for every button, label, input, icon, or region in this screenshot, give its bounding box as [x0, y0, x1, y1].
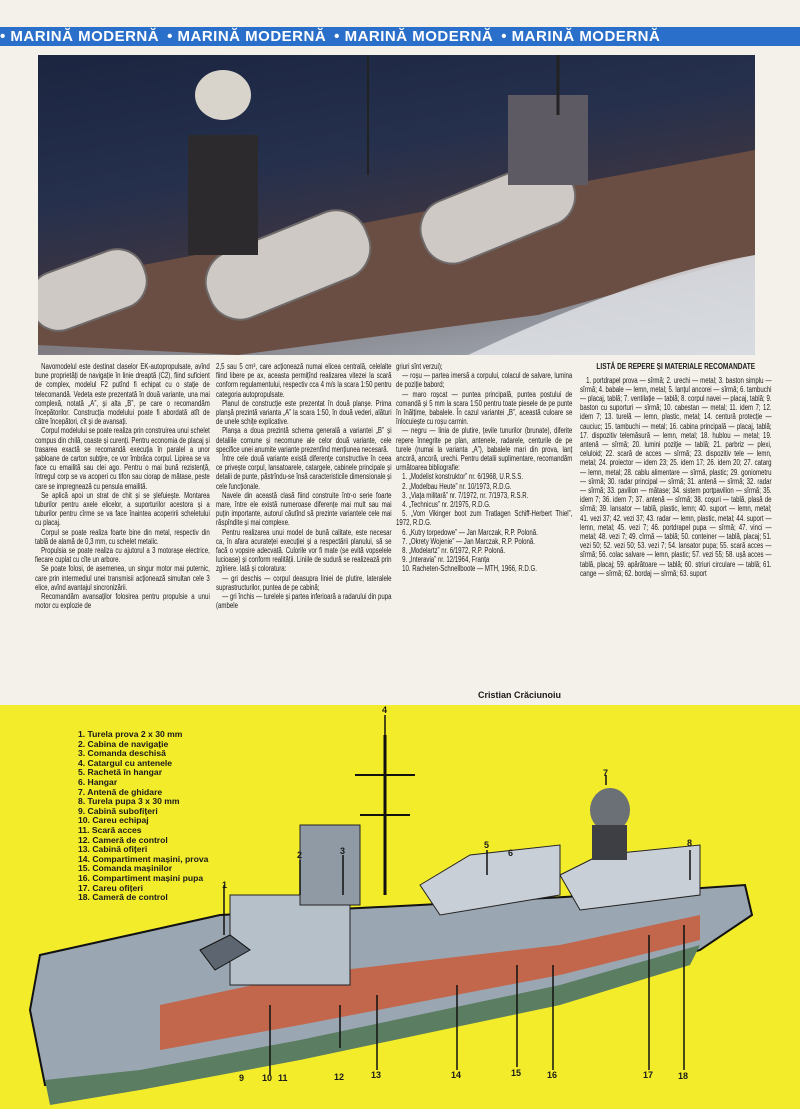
callout-14: 14 [451, 1070, 462, 1080]
banner-text: • MARINĂ MODERNĂ [0, 28, 160, 45]
legend-item: 9. Cabină subofițeri [78, 805, 158, 816]
callout-11: 11 [278, 1073, 288, 1083]
parts-list-title: LISTĂ DE REPERE ȘI MATERIALE RECOMANDATE [596, 361, 756, 371]
article-column-1 [35, 362, 210, 610]
paragraph: Navomodelul este destinat claselor EK-autopropulsate, avînd bune proprietăți de navigație în linie dreaptă (C2), fiind suficient de complex, modelul F2 putînd fi echipat cu o stație de telecomandă. Vedeta este prezentată în două variante, una mai complexă, notată „A”, și alta „B”, pe care o recomandăm începătorilor. Construcția modelului poate fi abordată atît de către începători, cît și de avansați. [35, 362, 210, 427]
paragraph: Se aplică apoi un strat de chit și se șlefuiește. Montarea tuburilor pentru axele elicelor, a suporturilor acestora și a tuburilor pentru cîrme se va face înaintea acoperirii scheletului cu placaj. [35, 490, 210, 528]
paragraph: — negru — linia de plutire, țevile tunurilor (brunate), diferite repere înnegrite pe plan, antenele, radarele, centurile de pe turele (numai la varianta „A”), babalele mari din prova, lanț ancoră, ancoră, urechi. Pentru detalii suplimentare, recomandăm următoarea bibliografie: [396, 426, 573, 473]
callout-9: 9 [239, 1073, 245, 1083]
callout-8: 8 [687, 838, 693, 848]
paragraph: Corpul modelului se poate realiza prin construirea unui schelet compus din chilă, coaste și curenți. Pentru economia de placaj și trasarea exactă se recomandă execuția în paralel a unor șabloane de carton subțire, ce vor îmbrăca corpul. Lipirea se va face cu emailită sau clei ago. Pentru o mai bună rezistență, întregul corp se va acoperi cu tifon sau ciorap de mătase, peste care se impregnează cu pensula emailită. [35, 426, 210, 491]
callout-12: 12 [334, 1072, 345, 1082]
callout-17: 17 [643, 1070, 654, 1080]
author-name: Cristian Crăciunoiu [478, 690, 562, 700]
callout-6: 6 [508, 848, 514, 858]
callout-15: 15 [511, 1068, 522, 1078]
bibliography-item: 3. „Viața militară” nr. 7/1972, nr. 7/1973, R.S.R. [402, 490, 529, 500]
paragraph: Corpul se poate realiza foarte bine din metal, respectiv din tablă de alamă de 0,3 mm, cu schelet metalic. [35, 527, 210, 546]
photo-illustration [38, 55, 755, 355]
callout-3: 3 [340, 846, 346, 856]
paragraph: Navele din această clasă fiind construite într-o serie foarte mare, între ele există numeroase diferențe mai mult sau mai puțin importante, autorul căutînd să prezinte variantele cele mai răspîndite și mai complexe. [216, 490, 392, 528]
callout-13: 13 [371, 1070, 382, 1080]
bibliography-item: 5. „Vom Vikinger boot zum Tratlagen Schiff-Herbert Thiel”, 1972, R.D.G. [396, 509, 573, 528]
paragraph: — maro roșcat — puntea principală, puntea postului de comandă și 5 mm la scara 1:50 pentru toate piesele de pe punte în înălțime, babalele. În cazul variantei „B”, această culoare se înlocuiește cu roșu carmin. [396, 389, 573, 427]
callout-10: 10 [262, 1073, 273, 1083]
legend-item: 6. Hangar [78, 776, 118, 787]
paragraph: Între cele două variante există diferențe constructive în ceea ce privește corpul, lansatoarele, catargele, cabinele principale și detalii de punte, păstrîndu-se însă caracteristicile dimensionale și cele funcționale. [216, 454, 392, 491]
paragraph: griuri sînt verzui); [396, 362, 443, 371]
legend-item: 16. Compartiment mașini pupa [78, 872, 204, 883]
bibliography-item: 7. „Okrety Wojenie” — Jan Marczak, R.P. Polonă. [402, 536, 535, 546]
paragraph: Recomandăm avansaților folosirea pentru propulsie a unui motor cu explozie de [35, 592, 210, 611]
bibliography-item: 9. „Interavia” nr. 12/1964, Franța [402, 555, 490, 565]
legend-item: 5. Rachetă în hangar [78, 767, 163, 778]
callout-7: 7 [603, 768, 609, 778]
bibliography-item: 1. „Modelist konstruktor” nr. 6/1968, U.R.S.S. [402, 472, 524, 482]
legend-item: 1. Turela prova 2 x 30 mm [78, 729, 183, 739]
legend-item: 8. Turela pupa 3 x 30 mm [78, 796, 180, 807]
section-banner [0, 27, 800, 46]
paragraph: Propulsia se poate realiza cu ajutorul a 3 motorașe electrice, fiecare cuplat cu cîte un arbore. [35, 546, 210, 565]
legend-item: 7. Antenă de ghidare [78, 786, 163, 797]
legend-item: 11. Scară acces [78, 824, 142, 835]
bibliography-item: 6. „Kutry torpedowe” — Jan Marczak, R.P. Polonă. [402, 527, 538, 537]
legend-item: 4. Catargul cu antenele [78, 757, 173, 768]
legend-item: 14. Compartiment mașini, prova [78, 853, 209, 864]
paragraph: 2,5 sau 5 cm³, care acționează numai elicea centrală, celelalte fiind libere pe ax, aceasta permițînd realizarea vitezei la scară conform regulamentului, respectiv cca 4 m/s la scara 1:50 pentru categoria autopropulsate. [216, 362, 392, 399]
diagram-legend [78, 730, 208, 903]
legend-item: 13. Cabină ofițeri [78, 844, 148, 855]
callout-1: 1 [222, 880, 228, 890]
legend-item: 12. Cameră de control [78, 834, 168, 845]
bibliography-item: 4. „Technicus” nr. 2/1975, R.D.G. [402, 500, 491, 510]
parts-list-text: 1. portdrapel prova — sîrmă; 2. urechi — metal; 3. baston simplu — sîrmă; 4. babale — lemn, metal; 5. lanțul ancorei — sîrmă; 6. tambuchi — placaj, tablă; 7. ventilație — tablă; 8. corpul navei — placaj, tablă; 9. baston cu suporturi — sîrmă; 10. cabestan — metal; 11. idem 7; 12. idem 7; 13. turelă — lemn, plastic, metal; 14. centură protecție — cauciuc; 15. tambuchi — metal; 16. cabina principală — placaj, tablă; 17. dispozitiv telemăsură — lemn, metal; 18. hublou — metal; 19. antenă — sîrmă; 20. lumini poziție — tablă; 21. parbriz — plexi, celuloid; 22. scară de acces — sîrmă; 23. dispozitiv tele — lemn, metal; 24. proiector — idem 23; 25. idem 17; 26. idem 20; 27. catarg — lemn, metal; 28. cablu alimentare — sîrmă, plastic; 29. goniometru — sîrmă; 30. radar principal — sîrmă; 31. antenă — sîrmă; 32. radar — sîrmă; 33. pavilion — mătase; 34. sistem portpavilion — sîrmă; 35. idem 7; 36. idem 7; 37. antenă — sîrmă; 38. coșuri — tablă, plasă de sîrmă; 39. lansator — tablă, plastic, lemn; 40. suport — lemn, metal; 41. vezi 37; 42. vezi 37; 43. radar — lemn, plastic, metal; 44. suport — lemn, metal; 45. vezi 7; 46. portdrapel pupa — sîrmă; 47. vinci — metal; 48. vezi 7; 49. cîrmă — tablă; 50. conteiner — tablă, placaj; 51. vezi 50; 52. vezi 50; 53. vezi 7; 54. lansator pupa; 55. scară acces — sîrmă; 56. colac salvare — lemn, plastic; 57. vezi 55; 58. ușă acces — tablă, placaj; 59. apărătoare — tablă; 60. striuri circulare — tablă; 61. cange — sîrmă; 62. bordaj — sîrmă; 63. suport [580, 375, 772, 578]
legend-item: 10. Careu echipaj [78, 815, 149, 826]
parts-list [580, 362, 772, 578]
legend-item: 3. Comanda deschisă [78, 748, 166, 759]
banner-text: • MARINĂ MODERNĂ [334, 28, 494, 45]
callout-5: 5 [484, 840, 490, 850]
bibliography-item: 2. „Modelbau Heute” nr. 10/1973, R.D.G. [402, 481, 512, 491]
bibliography-item: 10. Racheten-Schnellboote — MTH, 1966, R.D.G. [402, 564, 537, 574]
missile-boat-photo [38, 55, 755, 355]
paragraph: Planul de construcție este prezentat în două planșe. Prima planșă prezintă varianta „A” la scara 1:50, în două vederi, alături de unele schițe explicative. [216, 398, 392, 427]
paragraph: — roșu — partea imersă a corpului, colacul de salvare, lumina de poziție babord; [396, 371, 573, 390]
paragraph: Pentru realizarea unui model de bună calitate, este necesar ca, în afara acurateței execuției și a respectării planului, să se facă o vopsire adecvată. Culorile vor fi mate (se evită vopselele lucioase) și conform realității. Liniile de sudură se realizează prin zgîriere. Iată și coloratura: [216, 527, 392, 574]
paragraph: Planșa a doua prezintă schema generală a variantei „B” și detaliile comune și necomune ale celor două variante, cele specifice unei anumite variante prezentînd mențiunea necesară. [216, 426, 392, 454]
article-column-3 [396, 362, 572, 574]
banner-text: • MARINĂ MODERNĂ [501, 28, 661, 45]
legend-item: 18. Cameră de control [78, 892, 168, 903]
paragraph: Se poate folosi, de asemenea, un singur motor mai puternic, care prin intermediul unei transmisii acționează simultan cele 3 elice, avînd avantajul sincronizării. [35, 564, 210, 592]
paragraph: — gri deschis — corpul deasupra liniei de plutire, lateralele suprastructurilor, puntea de pe cabină; [216, 573, 392, 592]
callout-18: 18 [678, 1071, 689, 1081]
article-column-2 [216, 362, 392, 610]
banner-text: • MARINĂ MODERNĂ [167, 28, 327, 45]
legend-item: 15. Comanda mașinilor [78, 863, 173, 874]
legend-item: 17. Careu ofițeri [78, 882, 143, 893]
callout-4: 4 [382, 705, 388, 715]
callout-16: 16 [547, 1070, 558, 1080]
legend-item: 2. Cabina de navigație [78, 738, 169, 749]
callout-2: 2 [297, 850, 303, 860]
bibliography-item: 8. „Modelartz” nr. 6/1972, R.P. Polonă. [402, 546, 506, 556]
paragraph: — gri închis — turelele și partea inferioară a radarului din pupa (ambele [216, 592, 392, 611]
